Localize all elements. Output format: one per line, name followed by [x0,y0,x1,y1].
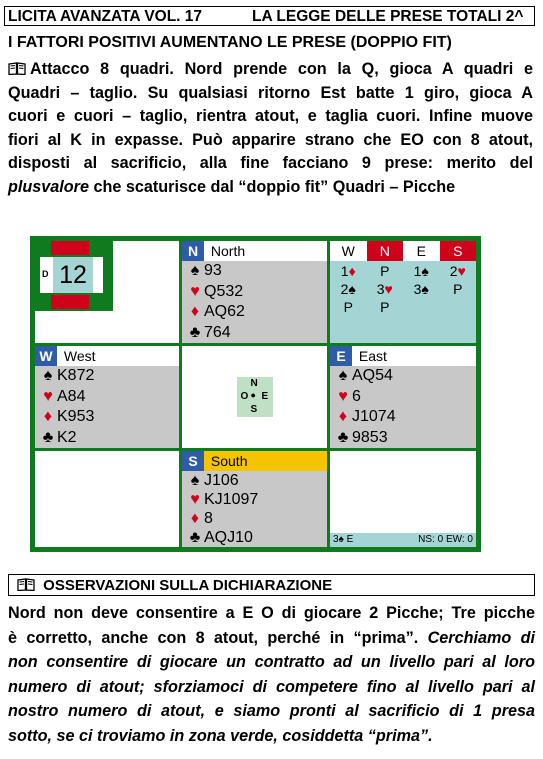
compass-dot: ● [250,390,256,400]
intro-line: plusvalore che scaturisce dal “doppio fit” Quadri – Picche [8,177,456,196]
diamonds-holding: ♦ 8 [186,509,327,528]
east-hand-panel [330,346,476,448]
bidding-header [330,241,476,261]
hearts-holding: ♥ A84 [39,387,179,408]
bidding-table [330,261,476,316]
diamond-icon: ♦ [43,408,53,425]
observations-title: OSSERVAZIONI SULLA DICHIARAZIONE [43,577,333,594]
west-name-row [35,346,179,366]
bid-col-east: E [416,243,426,259]
compass-n: N [250,378,258,389]
obs-line: Nord non deve consentire a E O di giocare 2 Picche; Tre picche [8,604,535,622]
compass-s: S [250,404,258,415]
subtitle: I FATTORI POSITIVI AUMENTANO LE PRESE (DOPPIO FIT) [8,34,452,51]
intro-line: Quadri – taglio. Su qualsiasi ritorno Est batte 1 giro, gioca A [8,83,533,102]
series-title: LICITA AVANZATA VOL. 17 [8,8,203,25]
bid-cell: 2♠ [340,281,356,297]
hearts-holding: ♥ KJ1097 [186,490,327,509]
book-icon [17,578,35,591]
diamonds-holding: ♦ AQ62 [186,302,327,323]
dealer-label: D [42,269,49,279]
bid-cell: 2♥ [449,263,466,279]
diamond-icon: ♦ [190,510,200,527]
club-icon: ♣ [337,428,349,446]
page-header [4,6,535,26]
vulnerability-bar [51,295,89,309]
intro-line: Attacco 8 quadri. Nord prende con la Q, gioca A quadri e [8,58,533,82]
heart-icon: ♥ [43,387,53,405]
status-bar [330,533,476,547]
intro-line: fiori al K in expasse. Può apparire strano che EO con 8 atout, [8,130,533,149]
west-hand-panel [35,346,179,448]
bid-cell: P [343,299,353,315]
player-name: South [210,453,248,469]
bid-col-west: W [341,243,355,259]
result-panel [330,451,476,547]
bid-cell: 3♥ [376,281,393,297]
spades-holding: ♠ 93 [186,261,327,282]
seat-badge: W [35,346,57,366]
east-name-row [330,346,476,366]
emphasis-text: plusvalore [8,177,89,196]
north-cards [182,261,327,343]
seat-badge: S [182,451,204,471]
observations-heading [8,574,535,596]
bid-cell: 1♠ [413,263,429,279]
table-center [182,346,327,448]
clubs-holding: ♣ AQJ10 [186,528,327,547]
bridge-diagram [30,236,481,552]
obs-line: nostro numero di atout, e siamo pronti al sacrificio di 1 presa [8,702,535,720]
south-name-row [182,451,327,471]
empty-panel [35,451,179,547]
club-icon: ♣ [189,323,201,341]
spade-icon: ♠ [190,262,200,279]
obs-line: sotto, se ci troviamo in zona verde, cosiddetta “prima”. [8,726,433,745]
compass-rose [237,377,273,417]
bid-col-north: N [367,241,404,261]
club-icon: ♣ [189,529,201,546]
contract-label: 3♠ E [333,534,354,545]
intro-paragraph [8,58,533,199]
bid-cell: P [453,281,463,297]
east-cards [330,366,476,448]
bid-cell: P [380,299,390,315]
clubs-holding: ♣ 9853 [334,428,476,449]
book-icon [8,62,26,75]
spade-icon: ♠ [338,367,348,384]
club-icon: ♣ [42,428,54,446]
player-name: North [210,243,246,259]
spade-icon: ♠ [190,472,200,489]
heart-icon: ♥ [190,491,200,508]
hearts-holding: ♥ 6 [334,387,476,408]
south-cards [182,471,327,547]
diamond-icon: ♦ [190,303,200,320]
bid-cell: P [380,263,390,279]
diamonds-holding: ♦ J1074 [334,407,476,428]
spades-holding: ♠ J106 [186,471,327,490]
obs-line: non consentire di giocare un contratto ad un livello pari al loro [8,653,535,671]
player-name: East [358,348,387,364]
spades-holding: ♠ AQ54 [334,366,476,387]
spade-icon: ♠ [43,367,53,384]
bid-col-south: S [440,241,477,261]
observations-paragraph [8,601,535,748]
bid-cell: 1♦ [340,263,356,279]
heart-icon: ♥ [190,282,200,300]
compass-e: E [261,391,269,402]
north-hand-panel [182,241,327,343]
south-hand-panel [182,451,327,547]
vulnerability-bar [51,241,89,255]
heart-icon: ♥ [338,387,348,405]
seat-badge: N [182,241,204,261]
intro-line: disposti al sacrificio, alla fine facciano 9 prese: merito del [8,154,533,172]
diamonds-holding: ♦ K953 [39,407,179,428]
intro-line: cuori e cuori – taglio, rientra atout, e taglia cuori. Infine muove [8,107,533,125]
bid-cell: 3♠ [413,281,429,297]
hearts-holding: ♥ Q532 [186,282,327,303]
west-cards [35,366,179,448]
obs-line: numero di atout; sforziamoci di competere fino al livello pari al [8,677,535,696]
clubs-holding: ♣ K2 [39,428,179,449]
diamond-icon: ♦ [338,408,348,425]
north-name-row [182,241,327,261]
player-name: West [63,348,96,364]
spades-holding: ♠ K872 [39,366,179,387]
compass-o: O [240,391,249,402]
clubs-holding: ♣ 764 [186,323,327,344]
bidding-panel [330,241,476,343]
score-label: NS: 0 EW: 0 [418,534,473,545]
obs-line: è corretto, anche con 8 atout, perché in “prima”. Cerchiamo di [8,628,535,647]
board-number-box [40,257,103,293]
board-number: 12 [53,257,93,293]
seat-badge: E [330,346,352,366]
topic-title: LA LEGGE DELLE PRESE TOTALI 2^ [252,8,524,25]
board-info-panel [35,241,179,343]
